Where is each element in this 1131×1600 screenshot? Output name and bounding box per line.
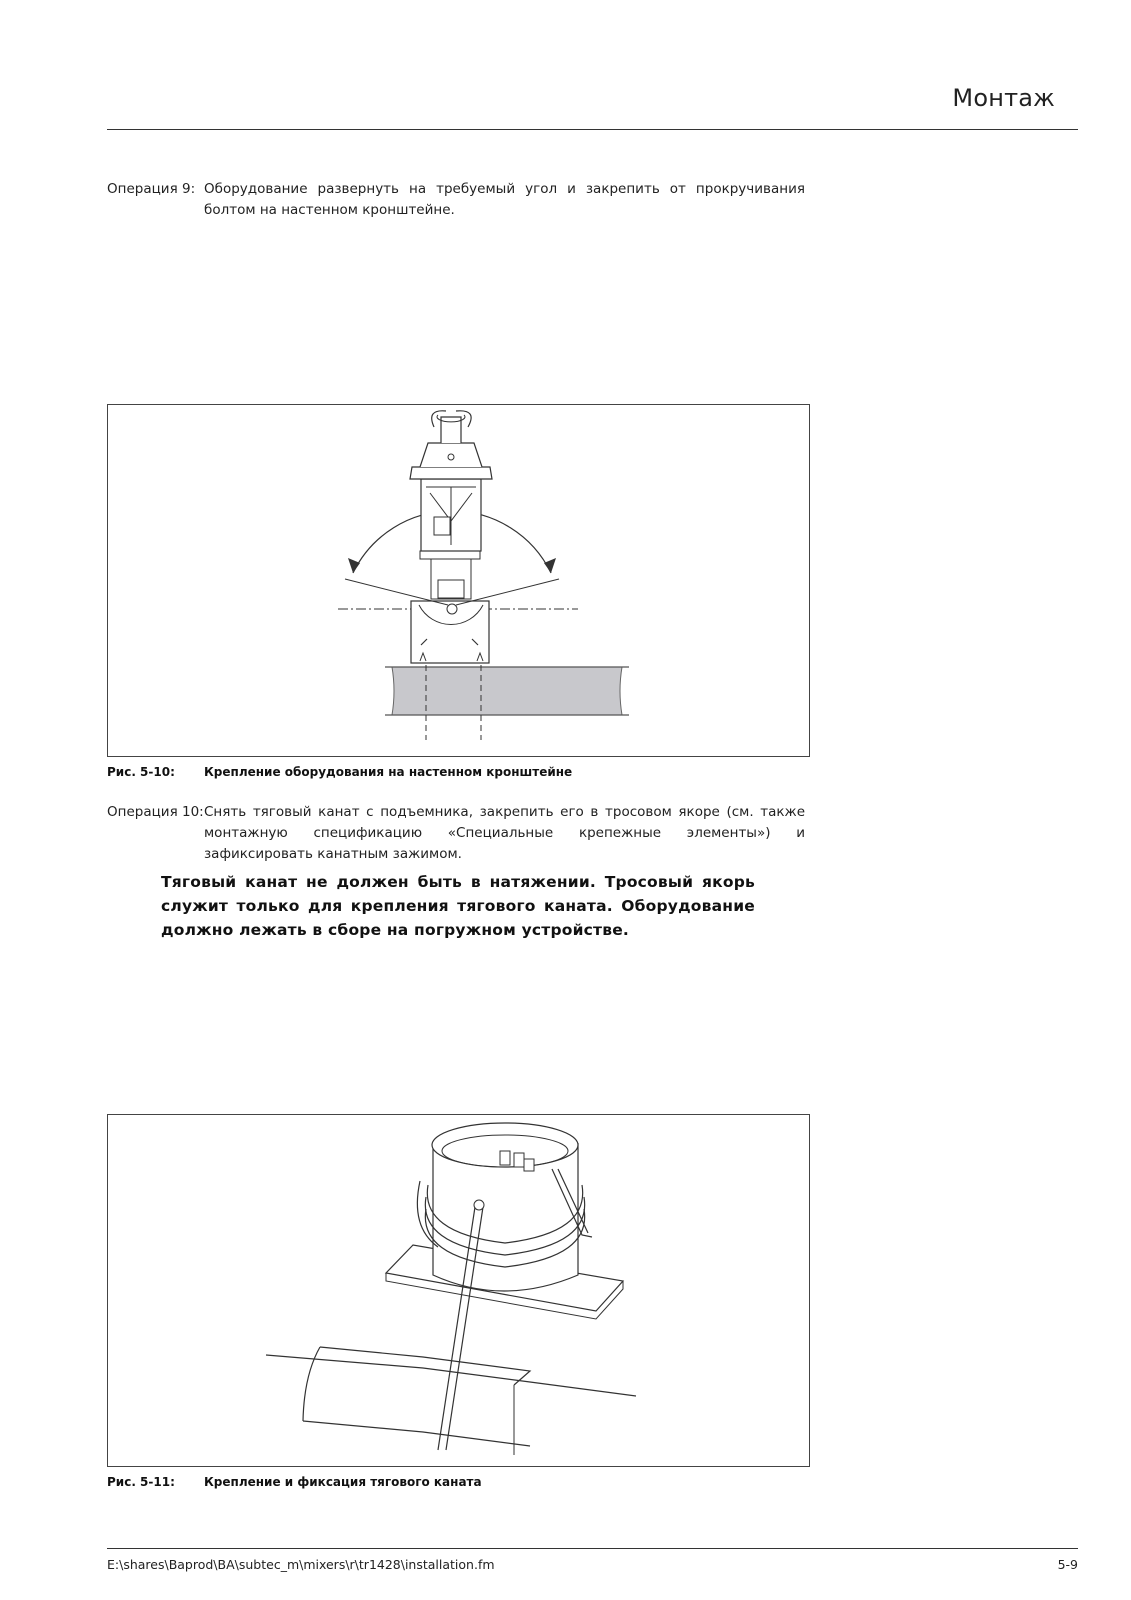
page-header-title: Монтаж [952, 84, 1055, 112]
mixer-wall-bracket-drawing [108, 405, 809, 756]
cable-anchor-drawing [108, 1115, 809, 1466]
operation-10-text: Снять тяговый канат с подъемника, закрепить его в тросовом якоре (см. также монтажную спецификацию «Специальные крепежные элементы») и зафиксировать канатным зажимом. [204, 804, 805, 862]
operation-9-text: Оборудование развернуть на требуемый угол и закрепить от прокручивания болтом на настенном кронштейне. [204, 181, 805, 218]
figure-5-10-caption: Крепление оборудования на настенном кронштейне [204, 765, 573, 779]
operation-9-label: Операция 9: [107, 181, 196, 197]
operation-10-label: Операция 10: [107, 804, 204, 820]
header-rule [107, 129, 1078, 130]
figure-5-10-number: Рис. 5-10: [107, 765, 175, 779]
figure-5-10-box [107, 404, 810, 757]
footer-rule [107, 1548, 1078, 1549]
figure-5-11-caption: Крепление и фиксация тягового каната [204, 1475, 482, 1489]
figure-5-11-box [107, 1114, 810, 1467]
footer-file-path: E:\shares\Baprod\BA\subtec_m\mixers\r\tr1428\installation.fm [107, 1557, 495, 1572]
footer-page-number: 5-9 [1057, 1557, 1078, 1572]
warning-note: Тяговый канат не должен быть в натяжении. Тросовый якорь служит только для крепления тягового каната. Оборудование должно лежать в сборе на погружном устройстве. [161, 873, 755, 939]
figure-5-11-number: Рис. 5-11: [107, 1475, 175, 1489]
